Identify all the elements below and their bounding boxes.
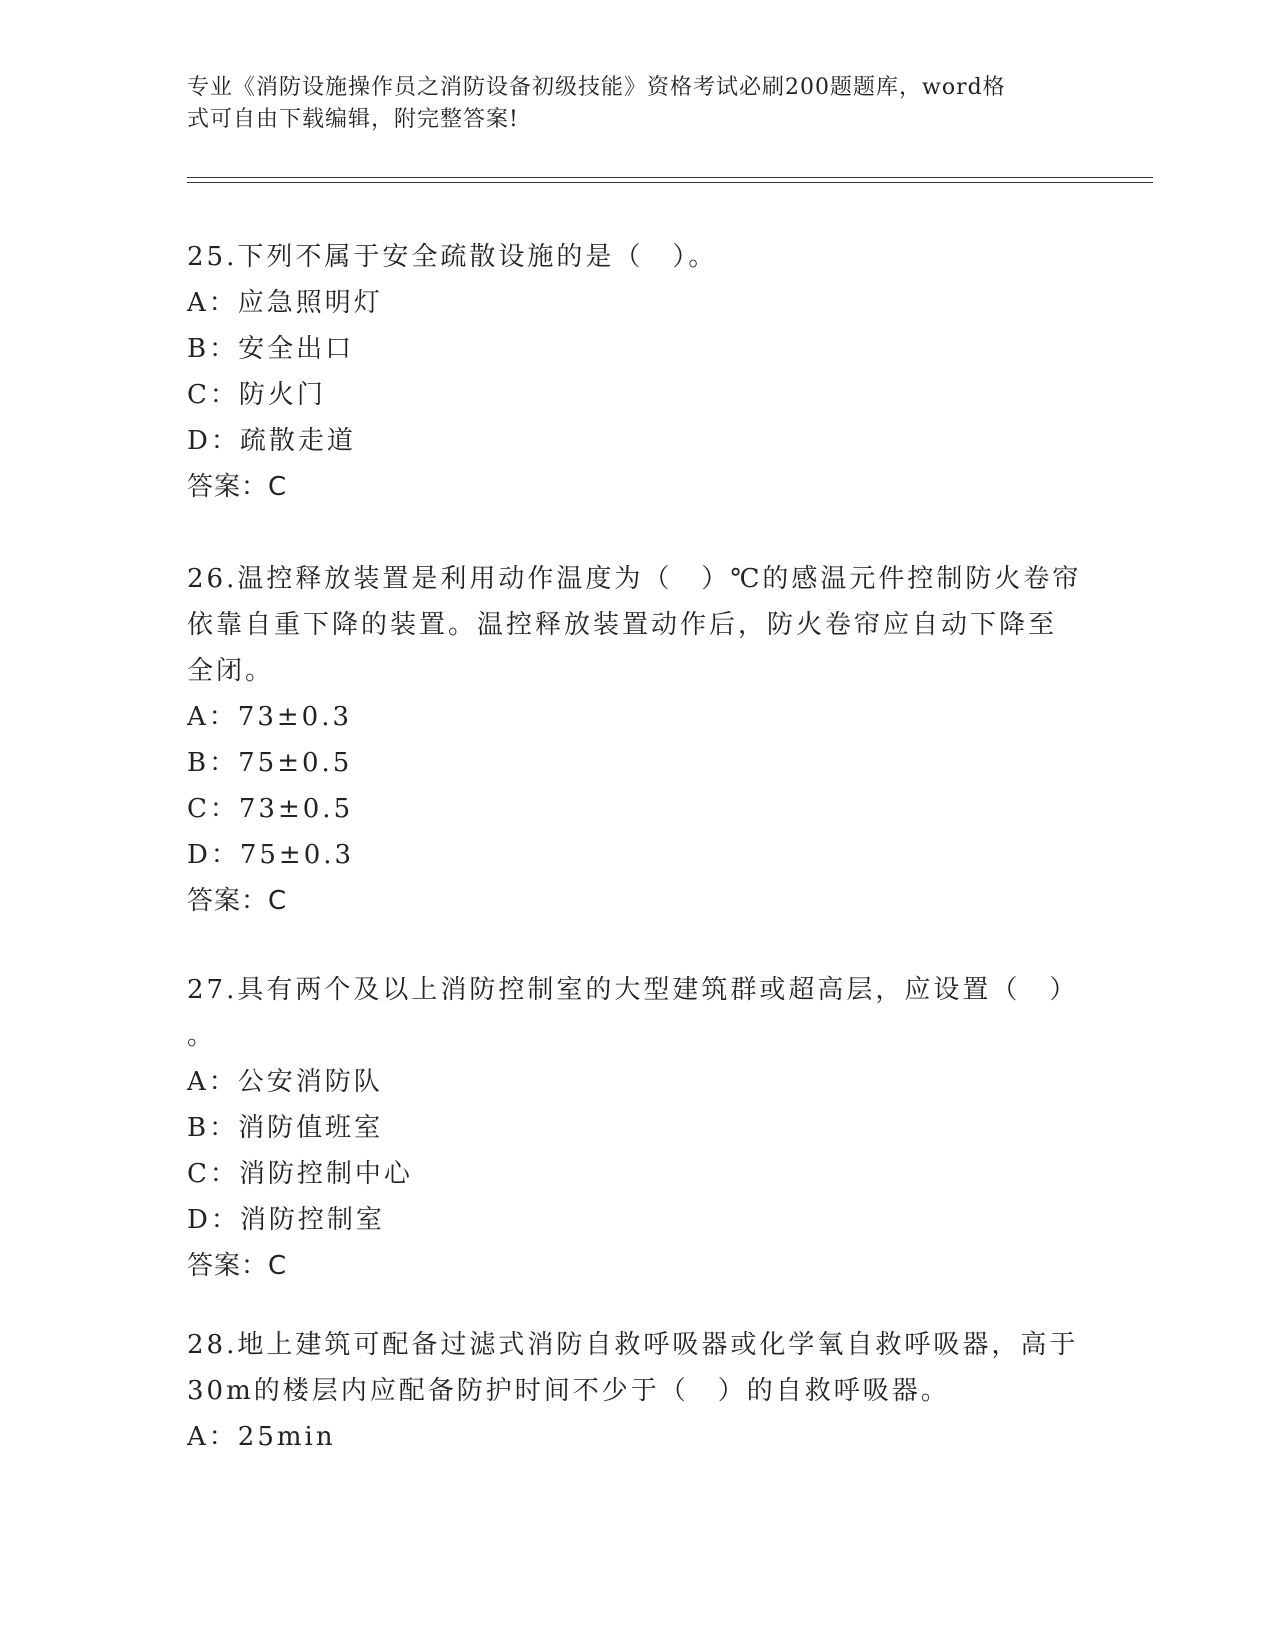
option-b: B：安全出口 <box>187 334 355 364</box>
option-b: B：75±0.5 <box>187 748 353 778</box>
option-d: D：75±0.3 <box>187 840 355 870</box>
question-text: 26.温控释放装置是利用动作温度为（ ）℃的感温元件控制防火卷帘 <box>187 564 1082 594</box>
option-c: C：防火门 <box>187 380 326 410</box>
header-line-2: 式可自由下载编辑，附完整答案! <box>187 107 519 132</box>
option-c: C：73±0.5 <box>187 794 354 824</box>
option-c: C：消防控制中心 <box>187 1159 413 1189</box>
option-a: A：公安消防队 <box>187 1067 383 1097</box>
question-26 <box>187 556 1082 924</box>
question-text: 28.地上建筑可配备过滤式消防自救呼吸器或化学氧自救呼吸器，高于 <box>187 1330 1079 1360</box>
question-text: 25.下列不属于安全疏散设施的是（ ）。 <box>187 242 718 272</box>
option-b: B：消防值班室 <box>187 1113 384 1143</box>
header-divider <box>187 177 1153 183</box>
question-text: 27.具有两个及以上消防控制室的大型建筑群或超高层，应设置（ ） <box>187 975 1079 1005</box>
question-text-cont: 全闭。 <box>187 656 275 686</box>
question-28 <box>187 1322 1077 1460</box>
document-header <box>187 72 1067 136</box>
question-text-cont: 依靠自重下降的装置。温控释放装置动作后，防火卷帘应自动下降至 <box>187 610 1058 640</box>
option-d: D：疏散走道 <box>187 426 356 456</box>
option-a: A：25min <box>187 1422 336 1452</box>
answer: 答案：C <box>187 1251 288 1281</box>
question-27 <box>187 967 1077 1289</box>
option-d: D：消防控制室 <box>187 1205 385 1235</box>
answer: 答案：C <box>187 886 288 916</box>
answer: 答案：C <box>187 472 288 502</box>
question-text-cont: 。 <box>187 1021 217 1051</box>
question-25 <box>187 234 1077 510</box>
option-a: A：73±0.3 <box>187 702 352 732</box>
header-line-1: 专业《消防设施操作员之消防设备初级技能》资格考试必刷200题题库，word格 <box>187 75 1006 100</box>
option-a: A：应急照明灯 <box>187 288 383 318</box>
question-text-cont: 30m的楼层内应配备防护时间不少于（ ）的自救呼吸器。 <box>187 1376 950 1406</box>
